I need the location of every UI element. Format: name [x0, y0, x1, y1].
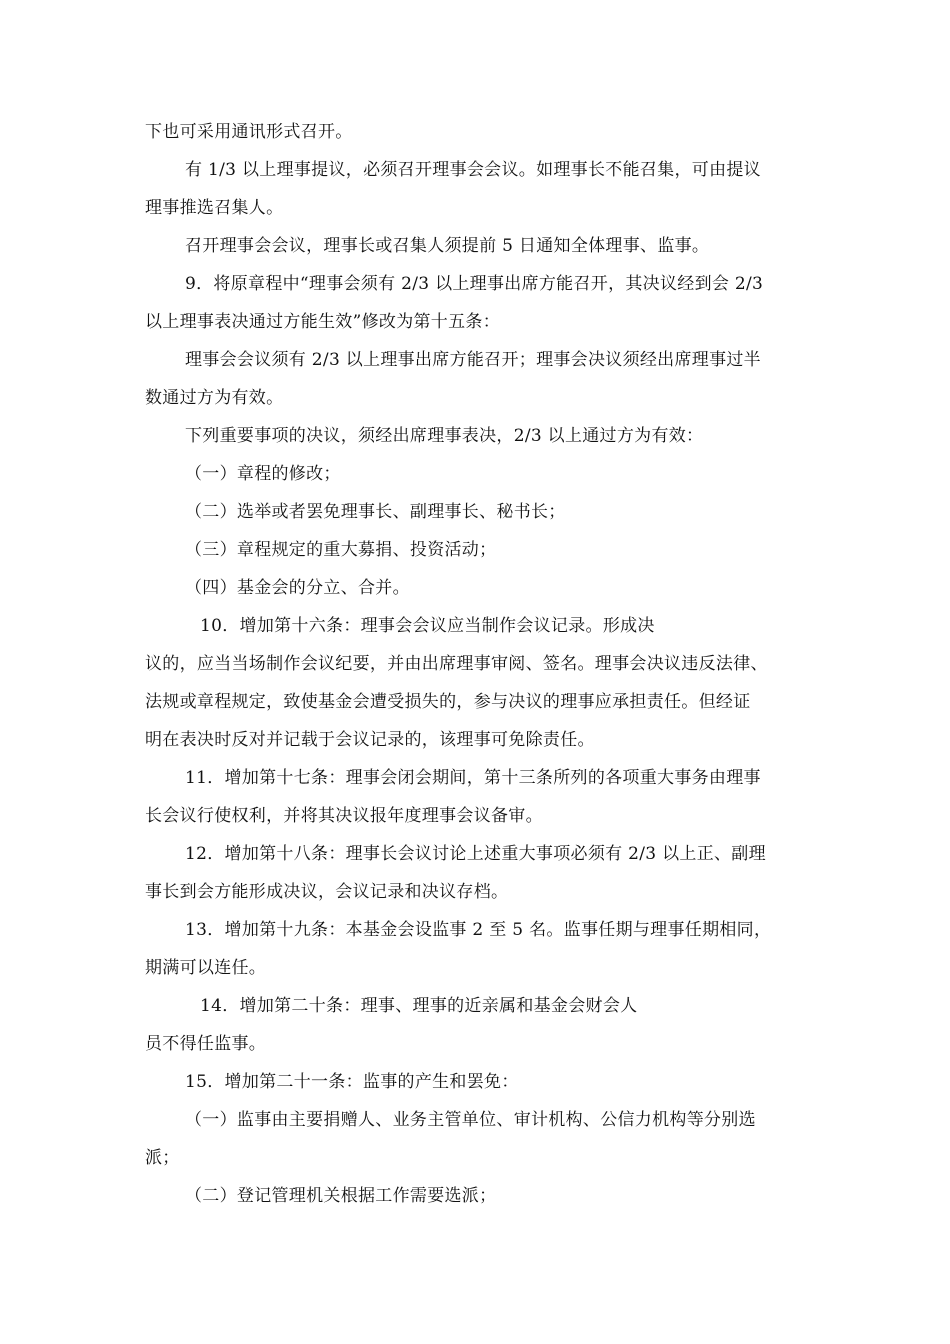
- text-line: （一）章程的修改；: [185, 464, 341, 484]
- text-line: （二）选举或者罢免理事长、副理事长、秘书长；: [185, 502, 566, 522]
- text-line: 下也可采用通讯形式召开。: [145, 122, 353, 142]
- text-line: 数通过方为有效。: [145, 388, 284, 408]
- text-line: （一）监事由主要捐赠人、业务主管单位、审计机构、公信力机构等分别选: [185, 1110, 756, 1130]
- text-line: 理事推选召集人。: [145, 198, 284, 218]
- text-line: 13．增加第十九条：本基金会设监事 2 至 5 名。监事任期与理事任期相同，: [185, 920, 772, 940]
- text-line: 法规或章程规定，致使基金会遭受损失的，参与决议的理事应承担责任。但经证: [145, 692, 751, 712]
- text-line: 议的，应当当场制作会议纪要，并由出席理事审阅、签名。理事会决议违反法律、: [145, 654, 768, 674]
- text-line: 长会议行使权利，并将其决议报年度理事会议备审。: [145, 806, 543, 826]
- text-line: 12．增加第十八条：理事长会议讨论上述重大事项必须有 2/3 以上正、副理: [185, 844, 766, 864]
- text-line: 15．增加第二十一条：监事的产生和罢免：: [185, 1072, 519, 1092]
- text-line: 下列重要事项的决议，须经出席理事表决，2/3 以上通过方为有效：: [185, 426, 704, 446]
- text-line: 14．增加第二十条：理事、理事的近亲属和基金会财会人: [200, 996, 638, 1016]
- text-line: 期满可以连任。: [145, 958, 267, 978]
- text-line: 员不得任监事。: [145, 1034, 267, 1054]
- text-line: 9．将原章程中“理事会须有 2/3 以上理事出席方能召开，其决议经到会 2/3: [185, 274, 764, 294]
- text-line: 以上理事表决通过方能生效”修改为第十五条：: [145, 312, 500, 332]
- text-line: 有 1/3 以上理事提议，必须召开理事会会议。如理事长不能召集，可由提议: [185, 160, 761, 180]
- text-line: 事长到会方能形成决议，会议记录和决议存档。: [145, 882, 509, 902]
- text-line: （三）章程规定的重大募捐、投资活动；: [185, 540, 497, 560]
- text-line: 召开理事会会议，理事长或召集人须提前 5 日通知全体理事、监事。: [185, 236, 710, 256]
- text-line: 11．增加第十七条：理事会闭会期间，第十三条所列的各项重大事务由理事: [185, 768, 761, 788]
- text-line: 10．增加第十六条：理事会会议应当制作会议记录。形成决: [200, 616, 655, 636]
- text-line: （二）登记管理机关根据工作需要选派；: [185, 1186, 497, 1206]
- text-line: （四）基金会的分立、合并。: [185, 578, 410, 598]
- text-line: 明在表决时反对并记载于会议记录的，该理事可免除责任。: [145, 730, 595, 750]
- text-line: 派；: [145, 1148, 180, 1168]
- text-line: 理事会会议须有 2/3 以上理事出席方能召开；理事会决议须经出席理事过半: [185, 350, 761, 370]
